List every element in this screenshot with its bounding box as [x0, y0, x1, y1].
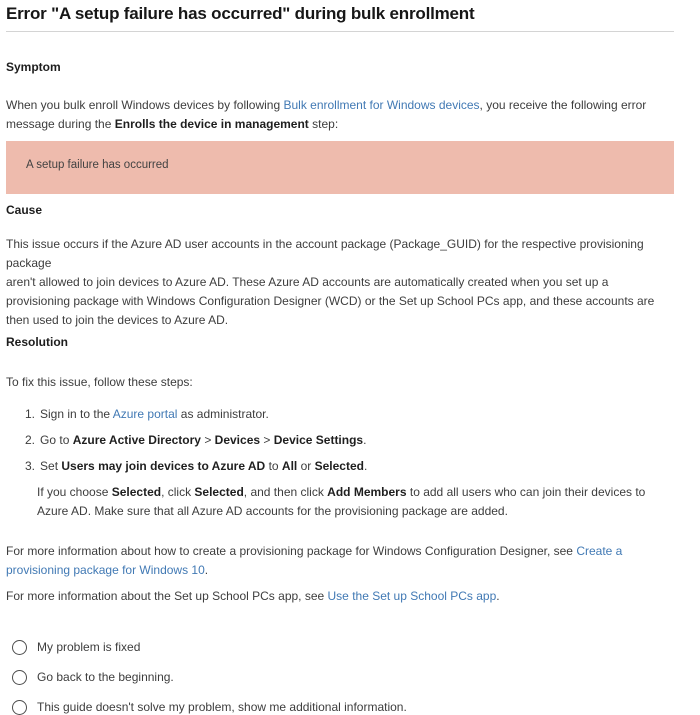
- radio-option-not-solved[interactable]: [6, 699, 674, 715]
- text-segment: to: [265, 459, 282, 473]
- bold-term: Azure Active Directory: [72, 433, 201, 447]
- bold-term: All: [281, 459, 298, 473]
- setup-school-pcs-link[interactable]: Use the Set up School PCs app: [327, 589, 497, 603]
- selected-option-note: [37, 483, 674, 521]
- text-segment: to add all users who can join their devices to Azure AD. Make sure that all Azure AD accounts for the provisioning package are added.: [37, 485, 646, 518]
- wcd-info-paragraph: [6, 542, 674, 580]
- text-segment: as administrator.: [177, 407, 269, 421]
- text-segment: , click: [161, 485, 195, 499]
- school-pcs-info-paragraph: [6, 587, 674, 606]
- text-segment: step:: [308, 117, 339, 131]
- bold-term: Selected: [194, 485, 244, 499]
- page-title: Error "A setup failure has occurred" during bulk enrollment: [6, 4, 674, 32]
- text-segment: If you choose: [37, 485, 112, 499]
- step-number: 2.: [25, 433, 36, 447]
- resolution-heading: Resolution: [6, 335, 68, 349]
- bold-term: Users may join devices to Azure AD: [61, 459, 266, 473]
- step-set-option: [25, 457, 674, 476]
- resolution-steps-list: [25, 405, 674, 476]
- text-segment: Sign in to the: [40, 407, 113, 421]
- text-segment: , you receive the following error message during the: [6, 98, 647, 131]
- bold-term: Enrolls the device in management: [114, 117, 309, 131]
- radio-button-icon[interactable]: [12, 670, 27, 685]
- step-sign-in: [25, 405, 674, 424]
- azure-portal-link[interactable]: Azure portal: [112, 407, 178, 421]
- text-segment: .: [204, 563, 209, 577]
- radio-option-label: This guide doesn't solve my problem, show me additional information.: [37, 700, 407, 714]
- radio-option-go-back[interactable]: [6, 669, 674, 685]
- text-segment: This issue occurs if the Azure AD user accounts in the account package (Package_GUID) for the respective provisioning package: [6, 237, 644, 270]
- error-message-text: A setup failure has occurred: [26, 159, 169, 171]
- text-segment: or: [297, 459, 315, 473]
- text-segment: .: [363, 433, 367, 447]
- bold-term: Device Settings: [273, 433, 364, 447]
- radio-button-icon[interactable]: [12, 700, 27, 715]
- text-segment: >: [200, 433, 215, 447]
- symptom-paragraph: [6, 96, 674, 134]
- text-segment: .: [496, 589, 500, 603]
- radio-option-label: My problem is fixed: [37, 640, 141, 654]
- text-segment: >: [260, 433, 274, 447]
- bold-term: Selected: [111, 485, 162, 499]
- text-segment: When you bulk enroll Windows devices by following: [6, 98, 284, 112]
- text-segment: For more information about the Set up School PCs app, see: [6, 589, 328, 603]
- cause-heading: Cause: [6, 203, 43, 217]
- radio-option-label: Go back to the beginning.: [37, 670, 174, 684]
- step-number: 3.: [25, 459, 36, 473]
- feedback-options-group: [6, 639, 674, 715]
- bulk-enrollment-link[interactable]: Bulk enrollment for Windows devices: [283, 98, 480, 112]
- symptom-heading: Symptom: [6, 60, 61, 74]
- text-segment: , and then click: [243, 485, 328, 499]
- text-segment: Go to: [40, 433, 73, 447]
- text-segment: aren't allowed to join devices to Azure AD. These Azure AD accounts are automatically created when you set up a provisioning package with Windows Configuration Designer (WCD) or the Set up School PCs app, and these accounts are then used to join the devices to Azure AD.: [6, 275, 655, 327]
- bold-term: Selected: [314, 459, 364, 473]
- cause-paragraph: [6, 235, 674, 330]
- step-number: 1.: [25, 407, 36, 421]
- radio-button-icon[interactable]: [12, 640, 27, 655]
- error-message-box: [6, 141, 674, 194]
- bold-term: Devices: [214, 433, 261, 447]
- text-segment: Set: [40, 459, 62, 473]
- resolution-intro: To fix this issue, follow these steps:: [6, 375, 193, 389]
- text-segment: .: [363, 459, 368, 473]
- radio-option-problem-fixed[interactable]: [6, 639, 674, 655]
- bold-term: Add Members: [327, 485, 407, 499]
- text-segment: For more information about how to create a provisioning package for Windows Configuration Designer, see: [6, 544, 577, 558]
- create-provisioning-package-link[interactable]: Create a provisioning package for Windows 10: [6, 544, 623, 577]
- step-navigate: [25, 431, 674, 450]
